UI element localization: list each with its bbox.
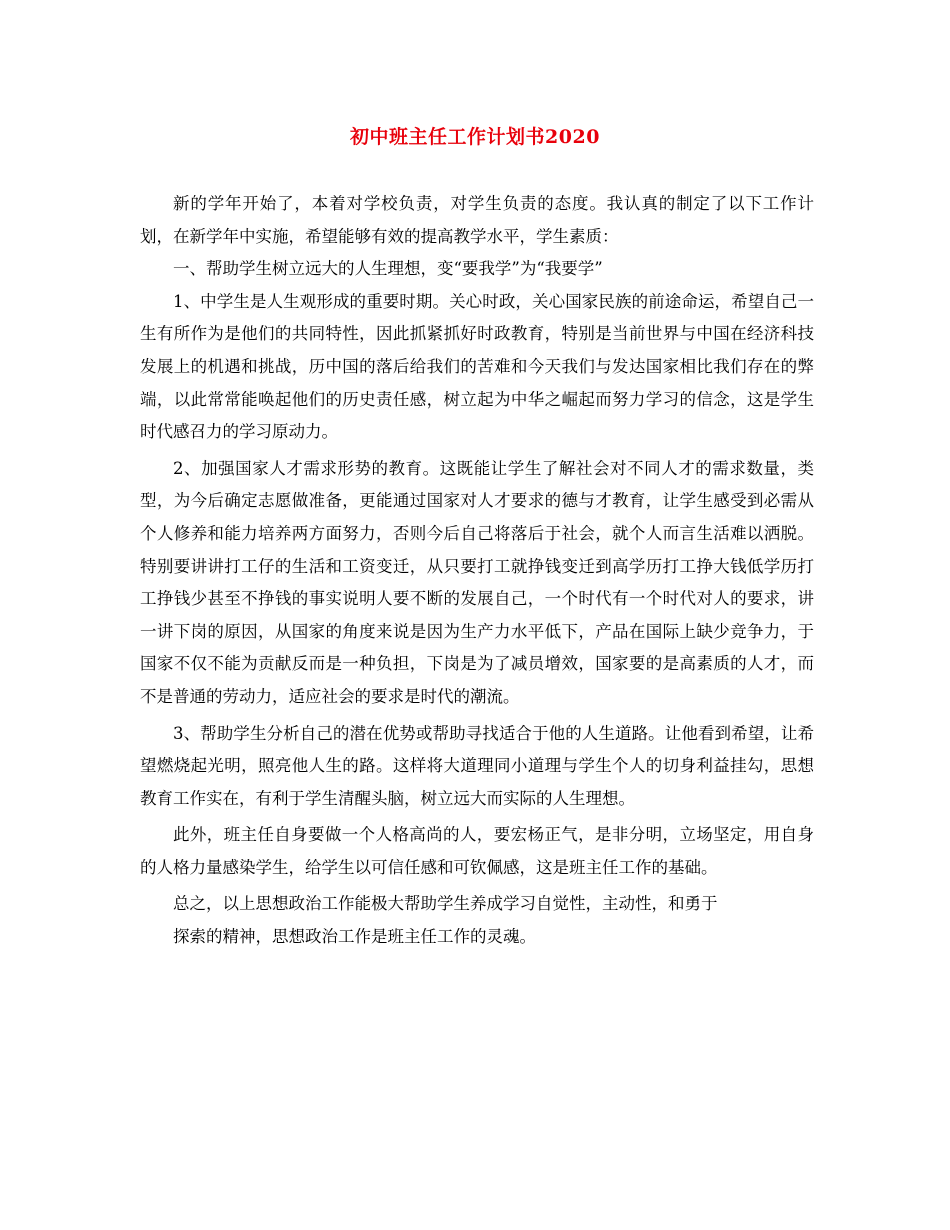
conclusion-line-2: 探索的精神，思想政治工作是班主任工作的灵魂。: [173, 927, 536, 947]
conclusion-line-1: 总之，以上思想政治工作能极大帮助学生养成学习自觉性，主动性，和勇于: [173, 894, 718, 914]
paragraph-point-3: 3、帮助学生分析自己的潜在优势或帮助寻找适合于他的人生道路。让他看到希望，让希望燃烧起光明，照亮他人生的路。这样将大道理同小道理与学生个人的切身利益挂勾，思想教育工作实在，有利于学生清醒头脑，树立远大而实际的人生理想。: [140, 723, 814, 808]
paragraph-additional: 此外，班主任自身要做一个人格高尚的人，要宏杨正气，是非分明，立场坚定，用自身的人格力量感染学生，给学生以可信任感和可钦佩感，这是班主任工作的基础。: [140, 825, 814, 877]
section-heading-1: 一、帮助学生树立远大的人生理想，变“要我学”为“我要学”: [173, 259, 603, 279]
paragraph-point-1: 1、中学生是人生观形成的重要时期。关心时政，关心国家民族的前途命运，希望自己一生有所作为是他们的共同特性，因此抓紧抓好时政教育，特别是当前世界与中国在经济科技发展上的机遇和挑战，历中国的落后给我们的苦难和今天我们与发达国家相比我们存在的弊端，以此常常能唤起他们的历史责任感，树立起为中华之崛起而努力学习的信念，这是学生时代感召力的学习原动力。: [140, 291, 814, 442]
paragraph-point-2: 2、加强国家人才需求形势的教育。这既能让学生了解社会对不同人才的需求数量，类型，为今后确定志愿做准备，更能通过国家对人才要求的德与才教育，让学生感受到必需从个人修养和能力培养两方面努力，否则今后自己将落后于社会，就个人而言生活难以洒脱。特别要讲讲打工仔的生活和工资变迁，从只要打工就挣钱变迁到高学历打工挣大钱低学历打工挣钱少甚至不挣钱的事实说明人要不断的发展自己，一个时代有一个时代对人的要求，讲一讲下岗的原因，从国家的角度来说是因为生产力水平低下，产品在国际上缺少竞争力，于国家不仅不能为贡献反而是一种负担，下岗是为了减员增效，国家要的是高素质的人才，而不是普通的劳动力，适应社会的要求是时代的潮流。: [140, 458, 814, 706]
document-body: [140, 188, 814, 954]
document-title: 初中班主任工作计划书2020: [350, 126, 600, 148]
paragraph-intro: 新的学年开始了，本着对学校负责，对学生负责的态度。我认真的制定了以下工作计划，在新学年中实施，希望能够有效的提高教学水平，学生素质：: [140, 194, 814, 246]
paragraph-conclusion: [140, 888, 814, 953]
